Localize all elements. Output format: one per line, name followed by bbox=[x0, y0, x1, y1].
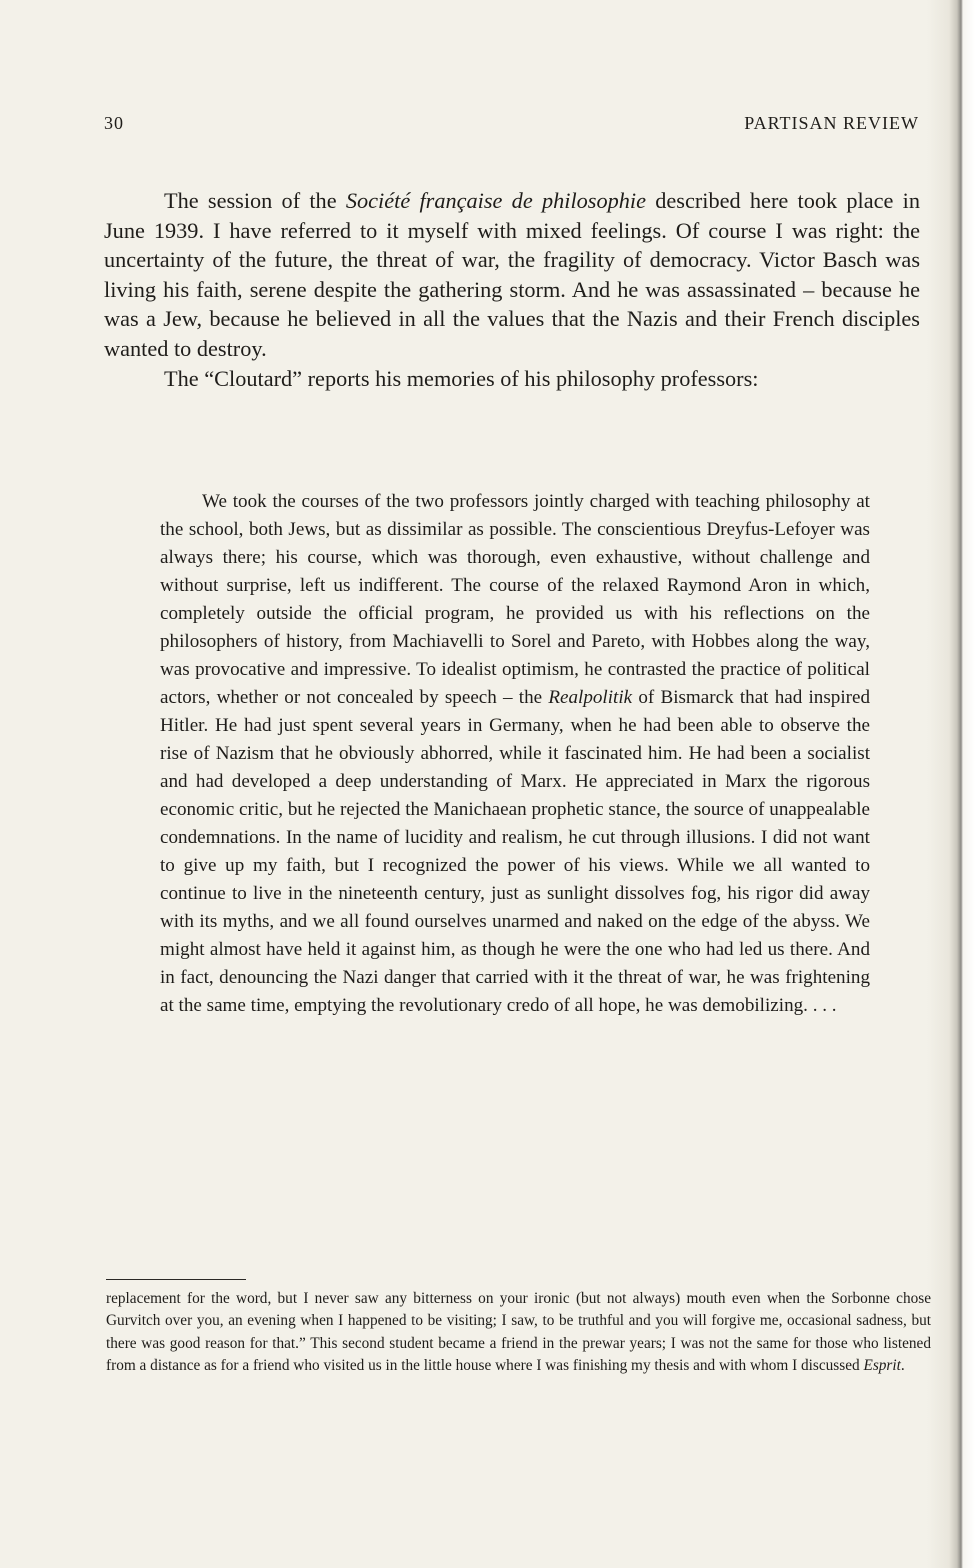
text-span: described here took place in June 1939. I have referred to it myself with mixed feelings. Of course I was right: the uncertainty of the future, the threat of war, the fragility of democracy. Victor Basch was living his faith, serene despite the gathering storm. And he was assassinated – because he was a Jew, because he believed in all the values that the Nazis and their French disciples wanted to destroy. bbox=[104, 188, 920, 361]
quote-paragraph bbox=[160, 488, 870, 1020]
text-span: We took the courses of the two professors jointly charged with teaching philosophy at the school, both Jews, but as dissimilar as possible. The conscientious Dreyfus-Lefoyer was always there; his course, which was thorough, even exhaustive, without challenge and without surprise, left us indifferent. The course of the relaxed Raymond Aron in which, completely outside the official program, he provided us with his reflections on the philosophers of history, from Machiavelli to Sorel and Pareto, with Hobbes along the way, was provocative and impressive. To idealist optimism, he contrasted the practice of political actors, whether or not concealed by speech – the bbox=[160, 491, 870, 708]
italic-journal-name: Esprit bbox=[863, 1356, 901, 1374]
text-span: . bbox=[900, 1356, 905, 1374]
running-head bbox=[104, 113, 919, 137]
italic-society-name: Société française de philosophie bbox=[345, 188, 646, 213]
paragraph: The “Cloutard” reports his memories of his philosophy professors: bbox=[164, 365, 759, 391]
paragraph bbox=[104, 186, 920, 364]
footnote-paragraph bbox=[106, 1288, 931, 1377]
block-quote bbox=[160, 488, 870, 1020]
journal-title: PARTISAN REVIEW bbox=[744, 113, 919, 133]
body-text bbox=[104, 186, 920, 393]
text-span: replacement for the word, but I never saw any bitterness on your ironic (but not always) mouth even when the Sorbonne chose Gurvitch over you, an evening when I happened to be visiting; I saw, to be truthful and you will forgive me, occasional sadness, but there was good reason for that.” This second student became a friend in the prewar years; I was not the same for those who listened from a distance as for a friend who visited us in the little house where I was finishing my thesis and with whom I discussed bbox=[106, 1290, 931, 1374]
footnote bbox=[106, 1288, 931, 1377]
italic-term: Realpolitik bbox=[548, 687, 633, 708]
text-span: of Bismarck that had inspired Hitler. He had just spent several years in Germany, when he had been able to observe the rise of Nazism that he obviously abhorred, while it fascinated him. He had been a socialist and had developed a deep understanding of Marx. He appreciated in Marx the rigorous economic critic, but he rejected the Manichaean prophetic stance, the source of unappealable condemnations. In the name of lucidity and realism, he cut through illusions. I did not want to give up my faith, but I recognized the power of his views. While we all wanted to continue to live in the nineteenth century, just as sunlight dissolves fog, his rigor did away with its myths, and we all found ourselves unarmed and naked on the edge of the abyss. We might almost have held it against him, as though he were the one who had led us there. And in fact, denouncing the Nazi danger that carried with it the threat of war, he was frightening at the same time, emptying the revolutionary credo of all hope, he was demobilizing. . . . bbox=[160, 687, 870, 1016]
footnote-rule bbox=[106, 1279, 246, 1280]
page-edge bbox=[927, 0, 975, 1568]
page-number: 30 bbox=[104, 113, 124, 133]
text-span: The session of the bbox=[164, 188, 346, 213]
